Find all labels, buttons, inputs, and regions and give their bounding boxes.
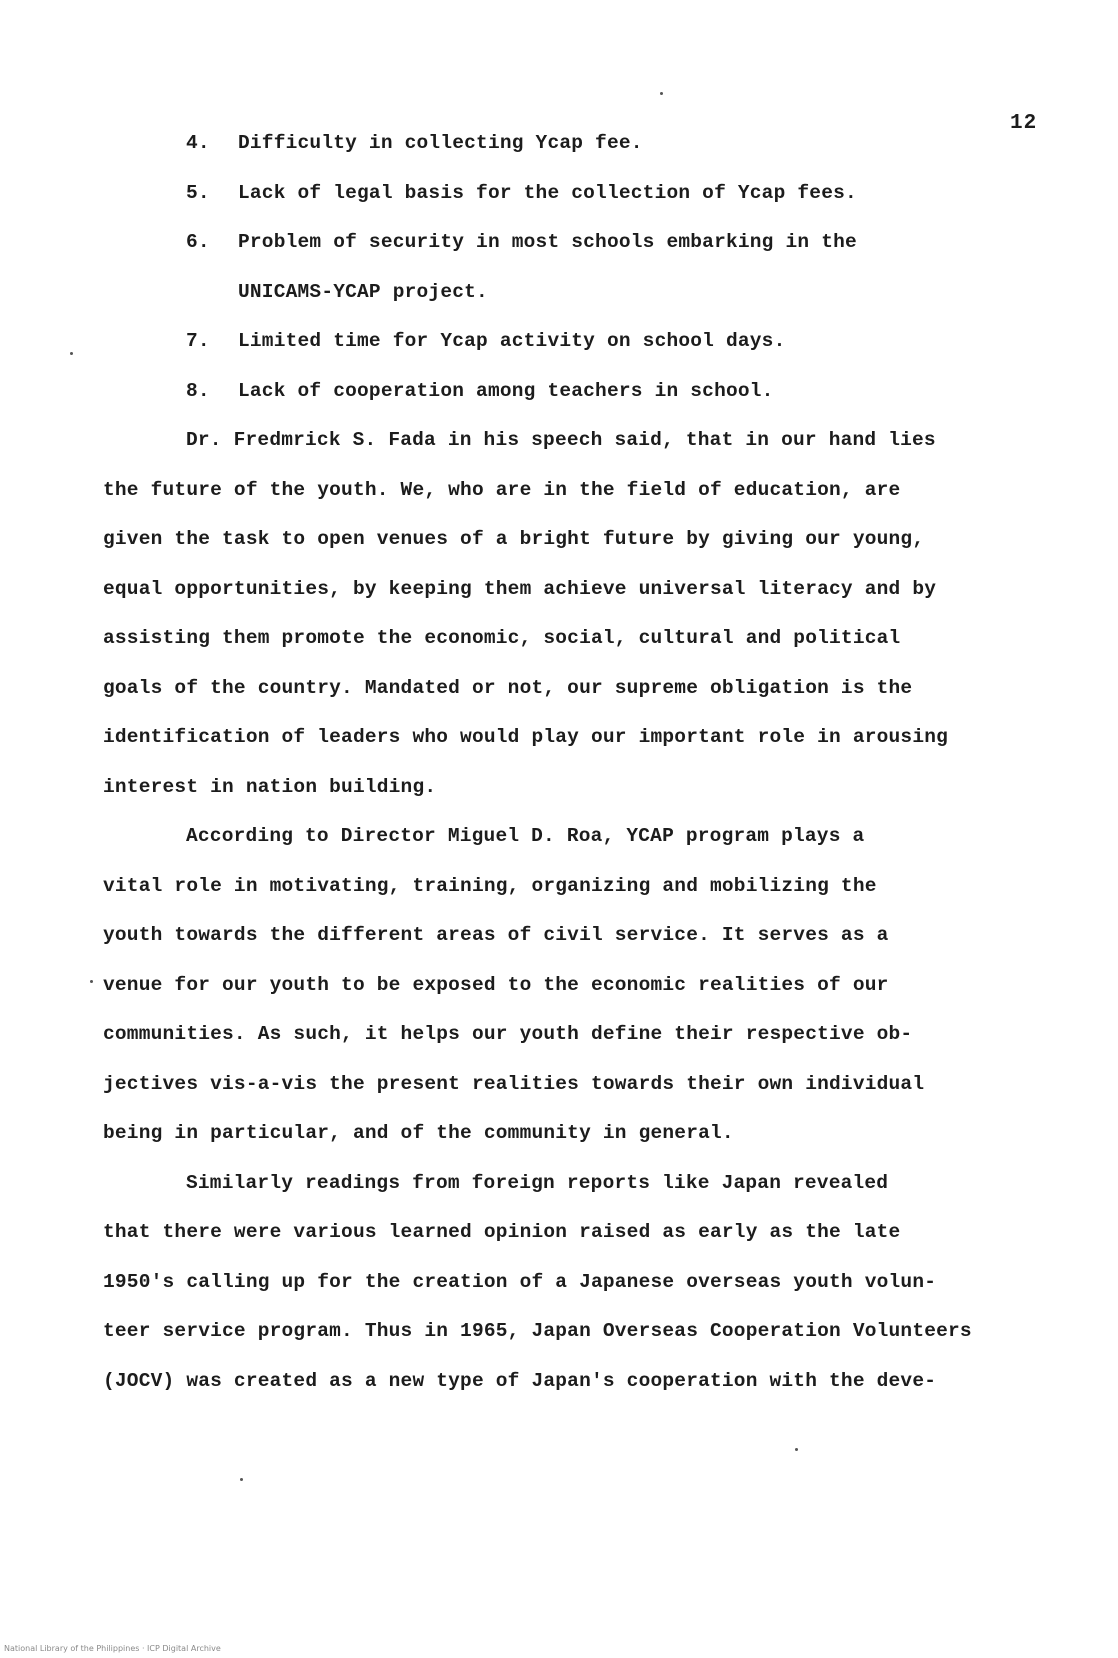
paragraph-2-line: According to Director Miguel D. Roa, YCAP program plays a xyxy=(186,825,865,847)
paragraph-2-line: being in particular, and of the community in general. xyxy=(103,1122,734,1144)
scan-speck xyxy=(240,1478,243,1481)
list-item-text: Lack of legal basis for the collection of Ycap fees. xyxy=(238,182,857,204)
list-item xyxy=(186,233,857,253)
list-item-number: 7. xyxy=(186,330,210,352)
list-item xyxy=(186,382,774,402)
paragraph-1-line: interest in nation building. xyxy=(103,776,437,798)
paragraph-1-line: equal opportunities, by keeping them achieve universal literacy and by xyxy=(103,578,937,600)
paragraph-1-line: goals of the country. Mandated or not, our supreme obligation is the xyxy=(103,677,913,699)
list-item-number: 5. xyxy=(186,182,210,204)
paragraph-1-line: assisting them promote the economic, social, cultural and political xyxy=(103,627,901,649)
list-item-continuation xyxy=(186,283,488,303)
list-item-number: 8. xyxy=(186,380,210,402)
paragraph-3-line: (JOCV) was created as a new type of Japan's cooperation with the deve- xyxy=(103,1370,937,1392)
archive-footer: National Library of the Philippines · ICP Digital Archive xyxy=(4,1644,221,1653)
page-number: 12 xyxy=(1010,112,1038,135)
paragraph-2-line: jectives vis-a-vis the present realities towards their own individual xyxy=(103,1073,925,1095)
paragraph-1-line: Dr. Fredmrick S. Fada in his speech said, that in our hand lies xyxy=(186,429,936,451)
scan-speck xyxy=(660,92,663,95)
paragraph-3-line: teer service program. Thus in 1965, Japan Overseas Cooperation Volunteers xyxy=(103,1320,972,1342)
paragraph-3-line: 1950's calling up for the creation of a Japanese overseas youth volun- xyxy=(103,1271,937,1293)
paragraph-1-line: identification of leaders who would play our important role in arousing xyxy=(103,726,949,748)
list-item xyxy=(186,332,786,352)
paragraph-2-line: venue for our youth to be exposed to the economic realities of our xyxy=(103,974,889,996)
list-item-text: UNICAMS-YCAP project. xyxy=(238,281,488,303)
list-item-text: Limited time for Ycap activity on school days. xyxy=(238,330,786,352)
list-item xyxy=(186,184,857,204)
list-item-number: 4. xyxy=(186,132,210,154)
scan-speck xyxy=(90,980,93,983)
list-item-number: 6. xyxy=(186,231,210,253)
paragraph-1-line: given the task to open venues of a bright future by giving our young, xyxy=(103,528,925,550)
paragraph-2-line: communities. As such, it helps our youth define their respective ob- xyxy=(103,1023,913,1045)
paragraph-3-line: that there were various learned opinion raised as early as the late xyxy=(103,1221,901,1243)
scan-speck xyxy=(795,1448,798,1451)
paragraph-1-line: the future of the youth. We, who are in the field of education, are xyxy=(103,479,901,501)
list-item xyxy=(186,134,643,154)
paragraph-2-line: vital role in motivating, training, organizing and mobilizing the xyxy=(103,875,877,897)
paragraph-3-line: Similarly readings from foreign reports like Japan revealed xyxy=(186,1172,889,1194)
list-item-text: Lack of cooperation among teachers in school. xyxy=(238,380,774,402)
scan-speck xyxy=(70,352,73,355)
paragraph-2-line: youth towards the different areas of civil service. It serves as a xyxy=(103,924,889,946)
list-item-text: Difficulty in collecting Ycap fee. xyxy=(238,132,643,154)
list-item-text: Problem of security in most schools embarking in the xyxy=(238,231,857,253)
